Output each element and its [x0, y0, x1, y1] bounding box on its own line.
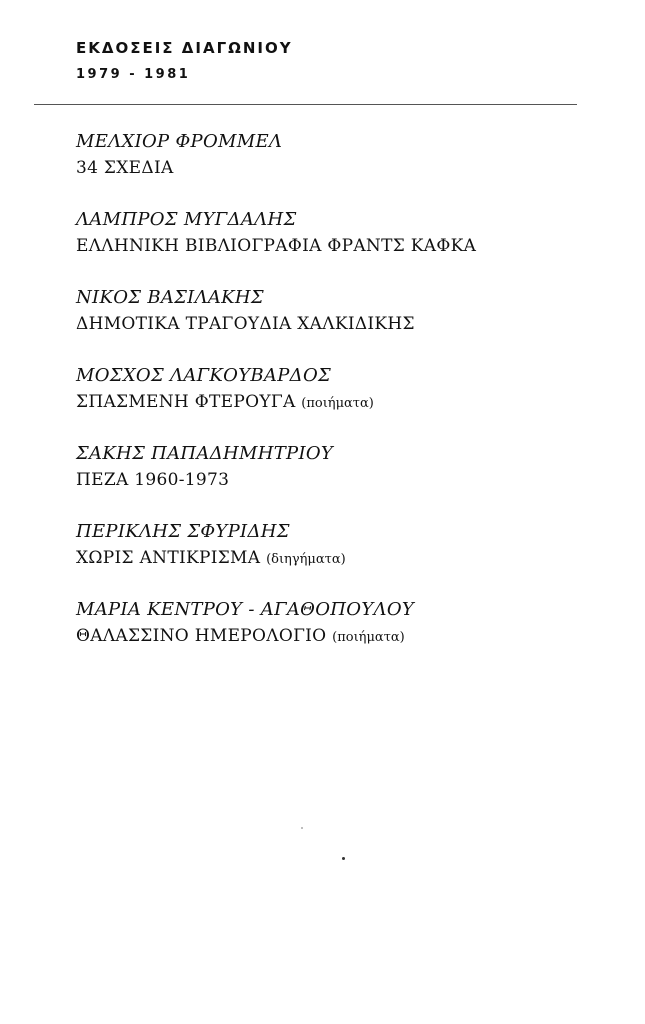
paper-speck: [301, 827, 303, 829]
book-author: ΜΕΛΧΙΟΡ ΦΡΟΜΜΕΛ: [76, 131, 283, 152]
book-title-line: [76, 468, 616, 492]
book-entry-2: [76, 208, 616, 286]
publisher-header: [76, 38, 293, 84]
book-title: 34 ΣΧΕΔΙΑ: [76, 158, 174, 178]
publication-years: 1979 - 1981: [76, 67, 191, 82]
book-title: ΕΛΛΗΝΙΚΗ ΒΙΒΛΙΟΓΡΑΦΙΑ ΦΡΑΝΤΣ ΚΑΦΚΑ: [76, 236, 477, 256]
book-title-line: [76, 624, 616, 650]
book-author: ΜΟΣΧΟΣ ΛΑΓΚΟΥΒΑΡΔΟΣ: [76, 365, 332, 386]
book-title: ΠΕΖΑ 1960-1973: [76, 470, 230, 490]
book-title-line: [76, 390, 616, 416]
horizontal-divider: [34, 104, 577, 105]
book-author: ΠΕΡΙΚΛΗΣ ΣΦΥΡΙΔΗΣ: [76, 521, 290, 542]
book-entry-4: [76, 364, 616, 442]
book-author: ΝΙΚΟΣ ΒΑΣΙΛΑΚΗΣ: [76, 287, 264, 308]
book-entry-7: [76, 598, 616, 676]
book-title: ΣΠΑΣΜΕΝΗ ΦΤΕΡΟΥΓΑ: [76, 392, 296, 412]
book-title: ΧΩΡΙΣ ΑΝΤΙΚΡΙΣΜΑ: [76, 548, 261, 568]
book-title: ΘΑΛΑΣΣΙΝΟ ΗΜΕΡΟΛΟΓΙΟ: [76, 626, 327, 646]
book-entry-6: [76, 520, 616, 598]
book-genre-note: (ποιήματα): [301, 396, 374, 411]
book-title-line: [76, 546, 616, 572]
book-entry-3: [76, 286, 616, 364]
book-author: ΜΑΡΙΑ ΚΕΝΤΡΟΥ - ΑΓΑΘΟΠΟΥΛΟΥ: [76, 599, 415, 620]
book-author: ΛΑΜΠΡΟΣ ΜΥΓΔΑΛΗΣ: [76, 209, 297, 230]
book-genre-note: (ποιήματα): [332, 630, 405, 645]
book-title-line: [76, 312, 616, 336]
book-list: [76, 130, 616, 676]
book-author: ΣΑΚΗΣ ΠΑΠΑΔΗΜΗΤΡΙΟΥ: [76, 443, 334, 464]
book-genre-note: (διηγήματα): [266, 552, 346, 567]
paper-speck: [342, 857, 345, 860]
publisher-name: ΕΚΔΟΣΕΙΣ ΔΙΑΓΩΝΙΟΥ: [76, 39, 293, 57]
book-entry-1: [76, 130, 616, 208]
book-title: ΔΗΜΟΤΙΚΑ ΤΡΑΓΟΥΔΙΑ ΧΑΛΚΙΔΙΚΗΣ: [76, 314, 415, 334]
book-entry-5: [76, 442, 616, 520]
book-title-line: [76, 156, 616, 180]
book-title-line: [76, 234, 616, 258]
